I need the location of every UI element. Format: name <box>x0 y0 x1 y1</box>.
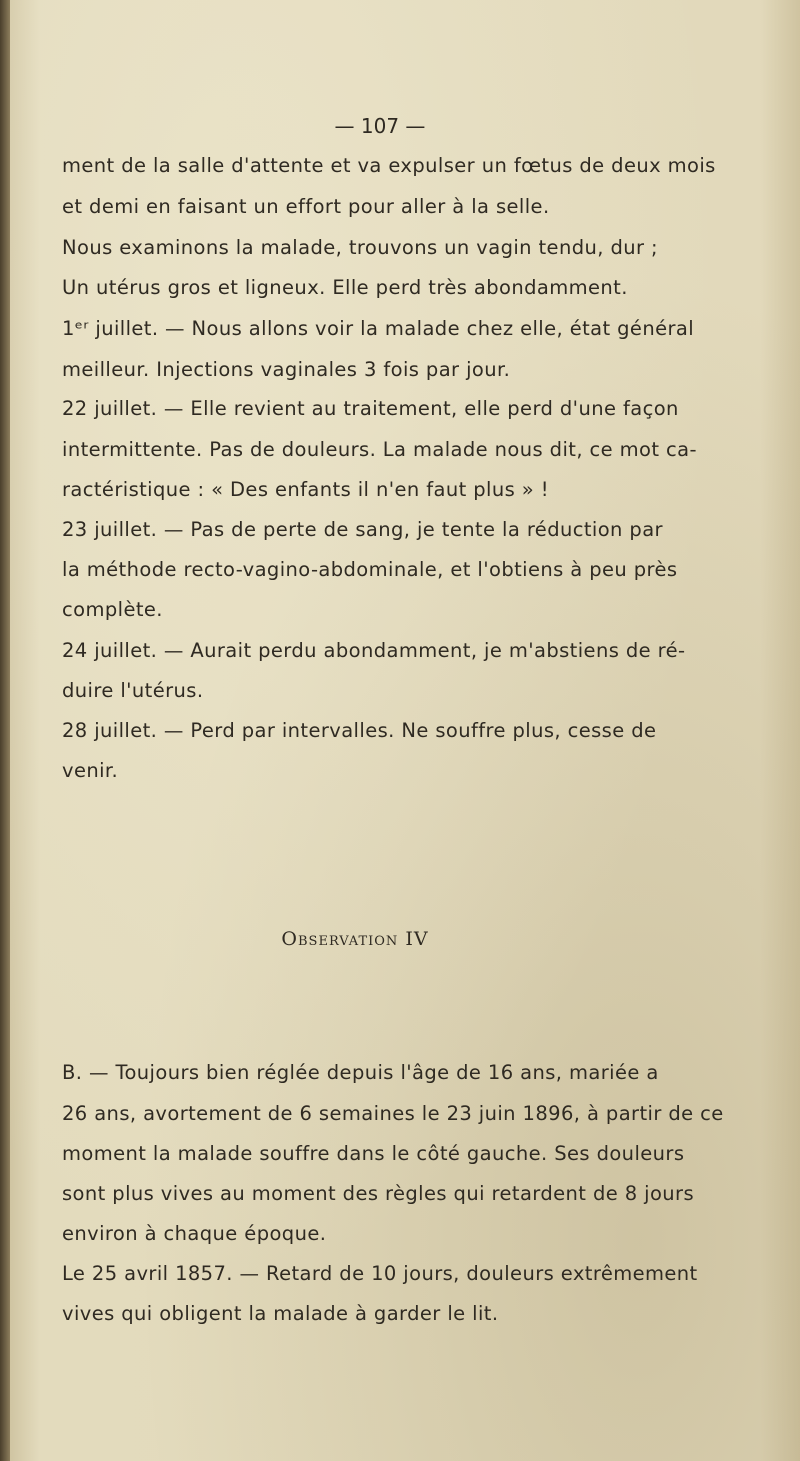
section-heading: Observation IV <box>281 928 429 950</box>
text-line: la méthode recto-vagino-abdominale, et l'obtiens à peu près <box>62 558 678 581</box>
text-line: et demi en faisant un effort pour aller à la selle. <box>62 195 550 218</box>
text-line: ractéristique : « Des enfants il n'en faut plus » ! <box>62 478 549 501</box>
text-line: vives qui obligent la malade à garder le lit. <box>62 1302 499 1325</box>
text-line: meilleur. Injections vaginales 3 fois par jour. <box>62 358 511 381</box>
page-binding-edge <box>0 0 10 1461</box>
text-line: environ à chaque époque. <box>62 1222 327 1245</box>
text-line: Nous examinons la malade, trouvons un vagin tendu, dur ; <box>62 236 658 259</box>
page-number: — 107 — <box>334 114 426 138</box>
text-line: duire l'utérus. <box>62 679 204 702</box>
text-line: complète. <box>62 598 163 621</box>
text-line: ment de la salle d'attente et va expulser un fœtus de deux mois <box>62 154 716 177</box>
text-line: venir. <box>62 759 119 782</box>
text-line: 26 ans, avortement de 6 semaines le 23 juin 1896, à partir de ce <box>62 1102 724 1125</box>
text-line: 1ᵉʳ juillet. — Nous allons voir la malade chez elle, état général <box>62 317 695 340</box>
text-line: 28 juillet. — Perd par intervalles. Ne souffre plus, cesse de <box>62 719 657 742</box>
text-line: sont plus vives au moment des règles qui retardent de 8 jours <box>62 1182 695 1205</box>
text-line: Un utérus gros et ligneux. Elle perd très abondamment. <box>62 276 628 299</box>
text-line: 24 juillet. — Aurait perdu abondamment, je m'abstiens de ré- <box>62 639 686 662</box>
text-line: 23 juillet. — Pas de perte de sang, je tente la réduction par <box>62 518 663 541</box>
text-line: B. — Toujours bien réglée depuis l'âge de 16 ans, mariée a <box>62 1061 659 1084</box>
text-line: Le 25 avril 1857. — Retard de 10 jours, douleurs extrêmement <box>62 1262 698 1285</box>
text-line: moment la malade souffre dans le côté gauche. Ses douleurs <box>62 1142 685 1165</box>
text-line: 22 juillet. — Elle revient au traitement, elle perd d'une façon <box>62 397 679 420</box>
text-line: intermittente. Pas de douleurs. La malade nous dit, ce mot ca- <box>62 438 697 461</box>
